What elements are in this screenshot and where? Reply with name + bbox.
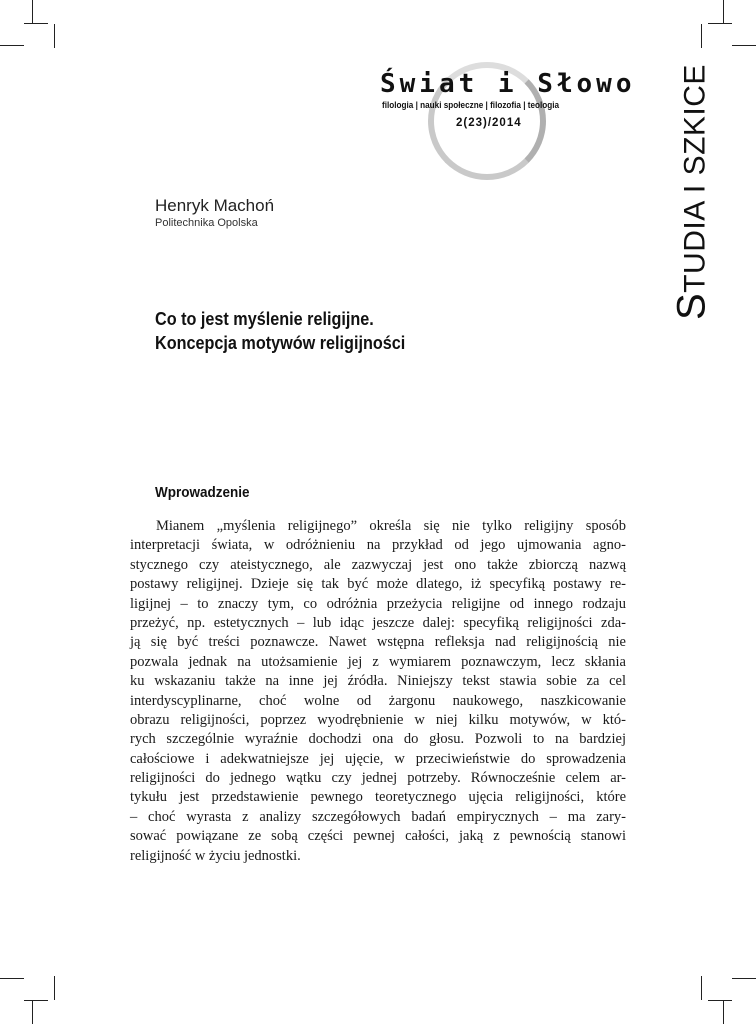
body-line: religijności do jednego wątku czy jednej potrzeby. Równocześnie celem ar- xyxy=(130,770,626,787)
body-paragraph xyxy=(130,517,626,866)
body-line: przeżyć, np. estetycznych – lub idąc jeszcze dalej: specyfiką religijności zda- xyxy=(130,614,626,631)
body-line: interdyscyplinarne, choć wolne od żargonu naukowego, naszkicowanie xyxy=(130,692,626,709)
body-line: sować powiązane ze sobą części pewnej całości, jaką z pewnością stanowi xyxy=(130,828,626,845)
body-line: rych szczególnie wyraźnie dochodzi ona do głosu. Pozwoli to na bardziej xyxy=(130,731,626,748)
crop-mark xyxy=(54,976,55,1000)
body-line: religijność w życiu jednostki. xyxy=(130,847,301,864)
article-title xyxy=(155,307,405,355)
crop-mark xyxy=(732,978,756,979)
author-name: Henryk Machoń xyxy=(155,196,275,215)
body-line: – choć wyrasta z analizy szczegółowych badań empirycznych – ma zary- xyxy=(130,808,626,825)
body-line: interpretacji świata, w odróżnieniu na przykład od jego ujmowania agno- xyxy=(130,537,626,554)
journal-title: Świat i Słowo xyxy=(380,69,636,99)
crop-mark xyxy=(32,0,33,24)
section-label-initial: S xyxy=(669,292,714,320)
journal-header xyxy=(380,69,636,129)
section-label-rest: TUDIA I SZKICE xyxy=(678,64,712,293)
crop-mark xyxy=(701,24,702,48)
author-affiliation: Politechnika Opolska xyxy=(155,217,258,229)
crop-mark xyxy=(0,45,24,46)
body-line: Mianem „myślenia religijnego” określa się nie tylko religijny sposób xyxy=(156,518,626,534)
body-line: stycznego czy ateistycznego, ale zazwyczaj jest ono także zbiorczą nazwą xyxy=(130,556,626,573)
body-line: ku wskazaniu także na inne jej źródła. Niniejszy tekst stawia sobie za cel xyxy=(130,673,626,690)
body-line: obrazu religijności, poprzez wyodrębnienie w niej kilku motywów, w któ- xyxy=(130,711,626,728)
body-line: pozwala jednak na utożsamienie jej z wymiarem poznawczym, lecz skłania xyxy=(130,653,626,670)
journal-subtitle: filologia | nauki społeczne | filozofia | teologia xyxy=(382,100,560,111)
crop-mark xyxy=(0,978,24,979)
body-line: ją się być treści poznawcze. Nawet wstępna refleksja nad religijnością nie xyxy=(130,634,626,651)
crop-mark xyxy=(32,1000,33,1024)
crop-mark xyxy=(24,23,48,24)
journal-issue: 2(23)/2014 xyxy=(456,117,522,129)
crop-mark xyxy=(701,976,702,1000)
crop-mark xyxy=(708,23,732,24)
article-title-line: Co to jest myślenie religijne. xyxy=(155,309,374,329)
crop-mark xyxy=(24,1000,48,1001)
body-line: ligijnej – to znaczy tym, co odróżnia przeżycia religijne od innego rodzaju xyxy=(130,595,626,612)
crop-mark xyxy=(708,1000,732,1001)
article-title-line: Koncepcja motywów religijności xyxy=(155,333,406,353)
crop-mark xyxy=(732,45,756,46)
section-heading: Wprowadzenie xyxy=(155,484,250,501)
body-line: postawy religijnej. Dzieje się tak być może dlatego, iż specyfiką postawy re- xyxy=(130,576,626,593)
body-line: tykułu jest przedstawienie pewnego teoretycznego ujęcia religijności, które xyxy=(130,789,626,806)
body-line: całościowe i adekwatniejsze jej ujęcie, w przeciwieństwie do sprowadzenia xyxy=(130,750,626,767)
crop-mark xyxy=(54,24,55,48)
crop-mark xyxy=(723,1000,724,1024)
section-label xyxy=(670,64,715,320)
crop-mark xyxy=(723,0,724,24)
